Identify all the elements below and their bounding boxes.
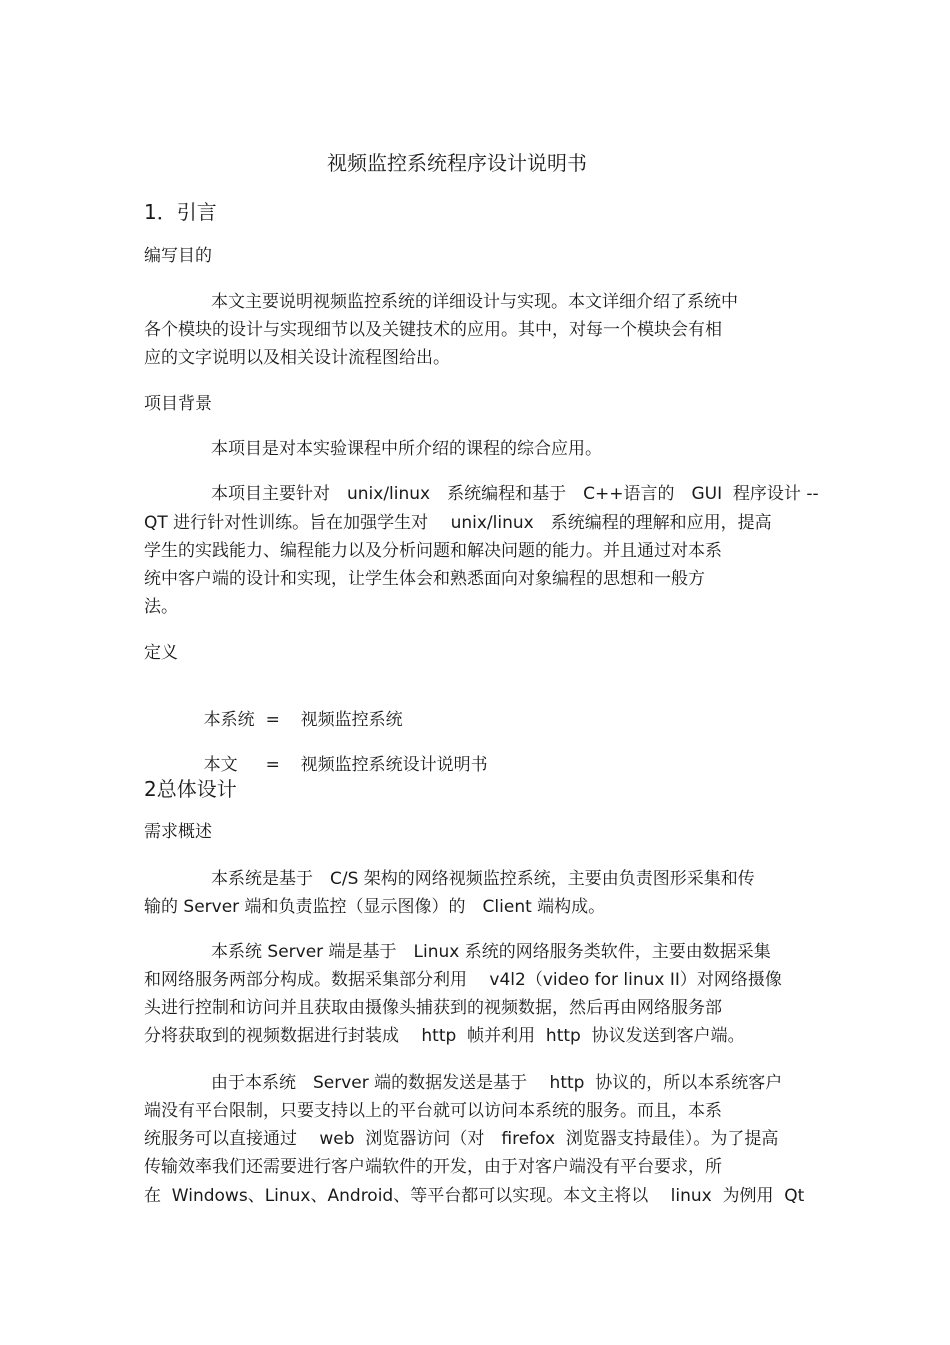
background-line-5: 法。: [144, 597, 178, 617]
background-line-2: QT 进行针对性训练。旨在加强学生对 unix/linux 系统编程的理解和应用，提高: [144, 513, 772, 533]
background-heading: 项目背景: [144, 394, 212, 414]
document-title: 视频监控系统程序设计说明书: [327, 151, 587, 175]
requirements-p2-line-2: 和网络服务两部分构成。数据采集部分利用 v4l2（video for linux II）对网络摄像: [144, 970, 782, 990]
background-line-4: 统中客户端的设计和实现，让学生体会和熟悉面向对象编程的思想和一般方: [144, 569, 705, 589]
definition-equals: =: [265, 710, 280, 730]
requirements-p2-line-1: 本系统 Server 端是基于 Linux 系统的网络服务类软件，主要由数据采集: [211, 942, 771, 962]
definition-term: 本系统: [203, 710, 255, 730]
requirements-p3-line-4: 传输效率我们还需要进行客户端软件的开发，由于对客户端没有平台要求，所: [144, 1157, 722, 1177]
purpose-line-2: 各个模块的设计与实现细节以及关键技术的应用。其中，对每一个模块会有相: [144, 320, 722, 340]
purpose-line-3: 应的文字说明以及相关设计流程图给出。: [144, 348, 450, 368]
requirements-p3-line-3: 统服务可以直接通过 web 浏览器访问（对 firefox 浏览器支持最佳）。为了提高: [144, 1129, 779, 1149]
requirements-heading: 需求概述: [144, 822, 212, 842]
section-1-heading: 1．引言: [144, 200, 217, 224]
background-line-3: 学生的实践能力、编程能力以及分析问题和解决问题的能力。并且通过对本系: [144, 541, 722, 561]
background-paragraph-1: 本项目是对本实验课程中所介绍的课程的综合应用。: [211, 439, 602, 459]
purpose-line-1: 本文主要说明视频监控系统的详细设计与实现。本文详细介绍了系统中: [211, 292, 738, 312]
background-line-1: 本项目主要针对 unix/linux 系统编程和基于 C++语言的 GUI 程序设计 --: [211, 484, 819, 504]
requirements-p3-line-1: 由于本系统 Server 端的数据发送是基于 http 协议的，所以本系统客户: [211, 1073, 783, 1093]
definition-heading: 定义: [144, 643, 178, 663]
requirements-p2-line-3: 头进行控制和访问并且获取由摄像头捕获到的视频数据，然后再由网络服务部: [144, 998, 722, 1018]
definition-term: 本文: [203, 755, 238, 775]
purpose-heading: 编写目的: [144, 246, 212, 266]
requirements-p1-line-1: 本系统是基于 C/S 架构的网络视频监控系统，主要由负责图形采集和传: [211, 869, 755, 889]
requirements-p3-line-5: 在 Windows、Linux、Android、等平台都可以实现。本文主将以 linux 为例用 Qt: [144, 1186, 805, 1206]
requirements-p2-line-4: 分将获取到的视频数据进行封装成 http 帧并利用 http 协议发送到客户端。: [144, 1026, 745, 1046]
definition-equals: =: [265, 755, 280, 775]
requirements-p3-line-2: 端没有平台限制，只要支持以上的平台就可以访问本系统的服务。而且，本系: [144, 1101, 722, 1121]
section-2-heading: 2总体设计: [144, 777, 237, 801]
definition-value: 视频监控系统: [300, 710, 403, 730]
definition-value: 视频监控系统设计说明书: [300, 755, 488, 775]
requirements-p1-line-2: 输的 Server 端和负责监控（显示图像）的 Client 端构成。: [144, 897, 606, 917]
